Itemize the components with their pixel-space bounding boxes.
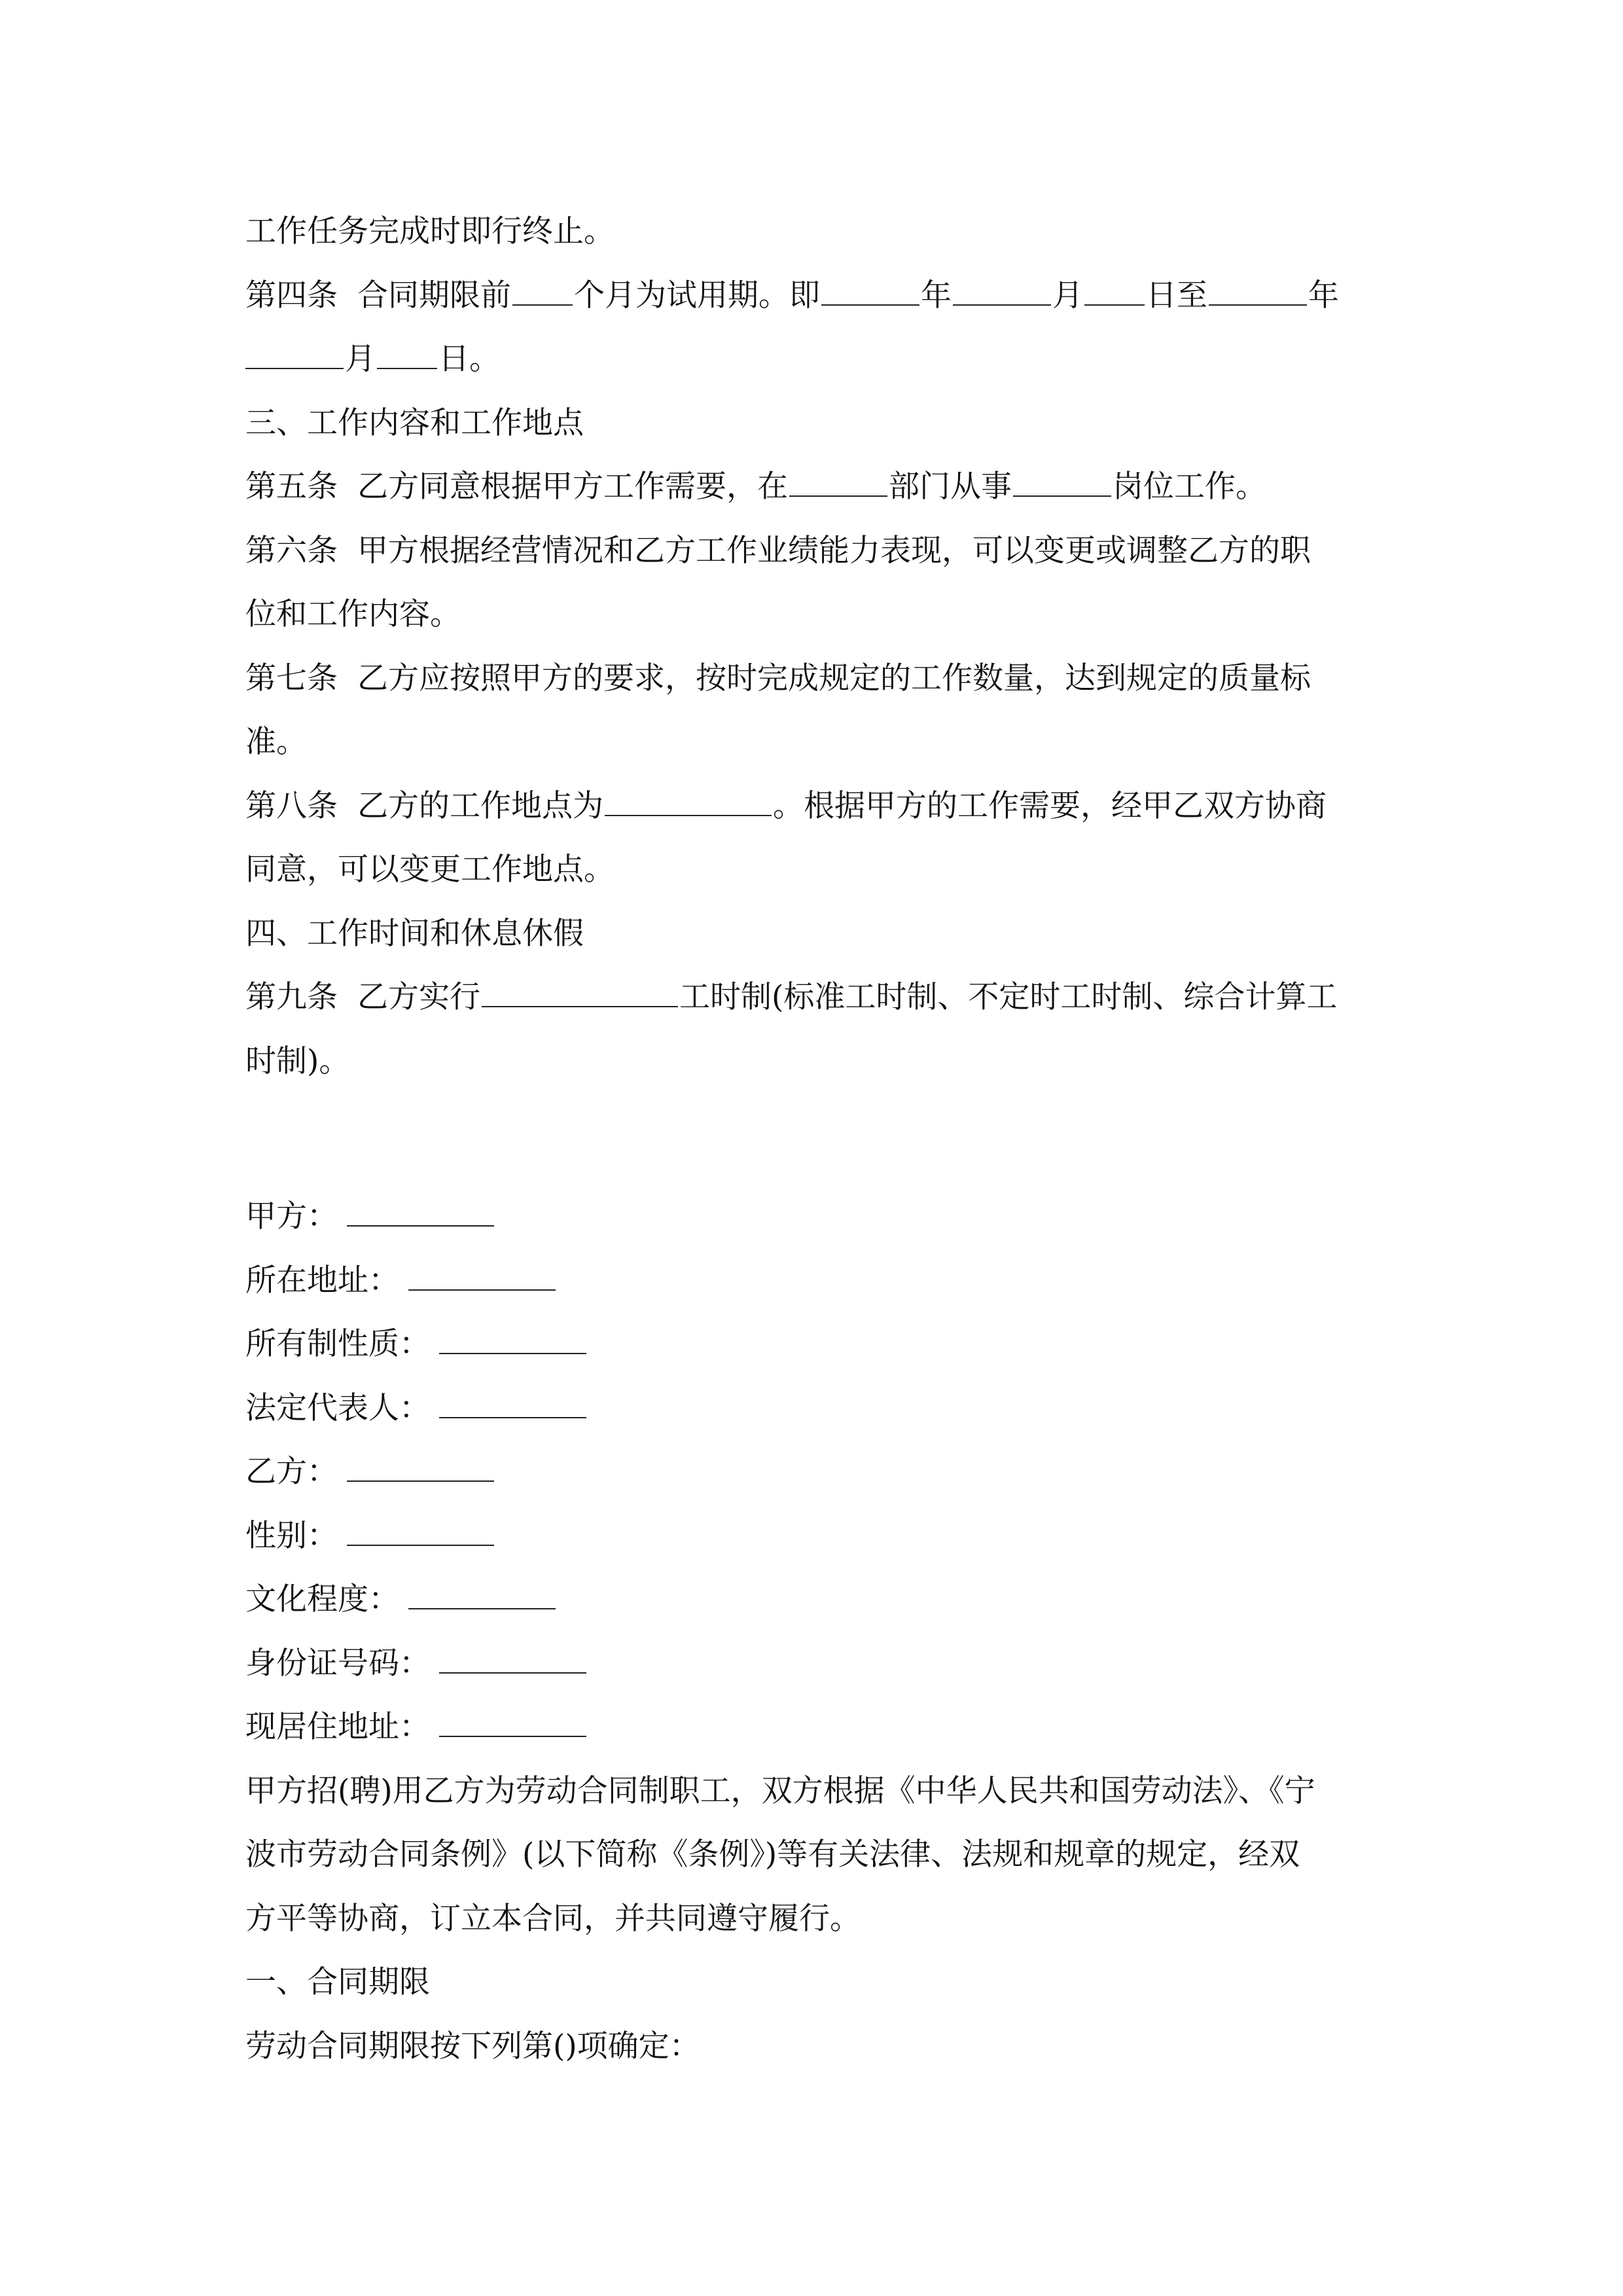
- blank-field: [821, 279, 919, 306]
- field-party-b: [245, 1440, 1378, 1504]
- field-ownership: [245, 1312, 1378, 1376]
- article-9-cont: [245, 1030, 1378, 1094]
- text: 四、工作时间和休息休假: [245, 915, 584, 952]
- field-label: 所在地址：: [245, 1262, 399, 1299]
- text: 工时制(标准工时制、不定时工时制、综合计算工: [679, 979, 1338, 1015]
- field-label: 文化程度：: [245, 1581, 399, 1617]
- field-label: 现居住地址：: [245, 1709, 430, 1745]
- article-number: 第九条: [245, 979, 338, 1015]
- field-input-line[interactable]: [439, 1328, 586, 1354]
- field-label: 法定代表人：: [245, 1390, 430, 1426]
- blank-field: [1084, 279, 1145, 306]
- field-gender: [245, 1504, 1378, 1568]
- text: 位和工作内容。: [245, 596, 461, 632]
- text: 三、工作内容和工作地点: [245, 404, 584, 441]
- article-8-cont: [245, 838, 1378, 902]
- section-heading: [245, 1950, 1378, 2015]
- text: 月: [1052, 277, 1083, 314]
- field-label: 乙方：: [245, 1454, 338, 1490]
- article-number: 第四条: [245, 277, 338, 314]
- blank-field: [605, 790, 772, 816]
- text: 一、合同期限: [245, 1964, 430, 2000]
- field-address: [245, 1249, 1378, 1313]
- field-input-line[interactable]: [347, 1456, 494, 1482]
- text: 部门从事: [889, 469, 1012, 505]
- field-id-number: [245, 1632, 1378, 1696]
- text: 年: [921, 277, 952, 314]
- field-input-line[interactable]: [439, 1647, 586, 1674]
- text: 准。: [245, 724, 307, 760]
- text: 方平等协商，订立本合同，并共同遵守履行。: [245, 1900, 861, 1937]
- text: 甲方招(聘)用乙方为劳动合同制职工，双方根据《中华人民共和国劳动法》、《宁: [245, 1772, 1315, 1809]
- blank-field: [789, 471, 887, 497]
- blank-field: [512, 279, 573, 306]
- text: 。根据甲方的工作需要，经甲乙双方协商: [773, 787, 1327, 824]
- text: 工作任务完成时即行终止。: [245, 213, 615, 249]
- text: 岗位工作。: [1113, 469, 1266, 505]
- field-label: 性别：: [245, 1517, 338, 1554]
- article-8: [245, 774, 1378, 838]
- section-heading: [245, 902, 1378, 966]
- text: 甲方根据经营情况和乙方工作业绩能力表现，可以变更或调整乙方的职: [357, 532, 1311, 569]
- text: 波市劳动合同条例》(以下简称《条例》)等有关法律、法规和规章的规定，经双: [245, 1837, 1300, 1873]
- paragraph-line: [245, 200, 1378, 264]
- field-input-line[interactable]: [408, 1583, 556, 1609]
- contract-page: [245, 200, 1378, 2078]
- text: 合同期限前: [357, 277, 511, 314]
- text: 同意，可以变更工作地点。: [245, 852, 615, 888]
- text: 劳动合同期限按下列第()项确定：: [245, 2028, 700, 2064]
- section-heading: [245, 391, 1378, 456]
- field-label: 所有制性质：: [245, 1326, 430, 1362]
- article-number: 第六条: [245, 532, 338, 569]
- article-6-cont: [245, 583, 1378, 647]
- field-current-address: [245, 1695, 1378, 1759]
- blank-field: [1209, 279, 1307, 306]
- paragraph-line: [245, 2015, 1378, 2079]
- blank-field: [1013, 471, 1111, 497]
- preamble-line: [245, 1887, 1378, 1951]
- article-9: [245, 965, 1378, 1030]
- article-number: 第五条: [245, 469, 338, 505]
- text: 乙方的工作地点为: [357, 787, 603, 824]
- field-legal-rep: [245, 1376, 1378, 1441]
- field-input-line[interactable]: [408, 1265, 556, 1291]
- article-6: [245, 519, 1378, 583]
- spacer: [245, 1093, 1378, 1185]
- article-number: 第七条: [245, 660, 338, 696]
- text: 月: [345, 341, 376, 377]
- field-input-line[interactable]: [439, 1711, 586, 1737]
- article-4: [245, 264, 1378, 328]
- text: 个月为试用期。即: [574, 277, 820, 314]
- field-label: 身份证号码：: [245, 1645, 430, 1681]
- field-education: [245, 1568, 1378, 1632]
- text: 乙方同意根据甲方工作需要，在: [357, 469, 788, 505]
- text: 日至: [1146, 277, 1207, 314]
- preamble-line: [245, 1823, 1378, 1887]
- blank-field: [245, 343, 344, 369]
- blank-field: [377, 343, 437, 369]
- text: 乙方实行: [357, 979, 480, 1015]
- field-party-a: [245, 1185, 1378, 1249]
- article-7-cont: [245, 710, 1378, 774]
- field-label: 甲方：: [245, 1198, 338, 1234]
- article-4-cont: [245, 327, 1378, 391]
- field-input-line[interactable]: [347, 1520, 494, 1546]
- article-7: [245, 647, 1378, 711]
- preamble-line: [245, 1759, 1378, 1823]
- field-input-line[interactable]: [439, 1392, 586, 1418]
- text: 时制)。: [245, 1043, 350, 1079]
- blank-field: [482, 981, 678, 1007]
- text: 年: [1308, 277, 1339, 314]
- blank-field: [953, 279, 1051, 306]
- text: 日。: [438, 341, 500, 377]
- text: 乙方应按照甲方的要求，按时完成规定的工作数量，达到规定的质量标: [357, 660, 1311, 696]
- article-number: 第八条: [245, 787, 338, 824]
- field-input-line[interactable]: [347, 1200, 494, 1227]
- article-5: [245, 455, 1378, 519]
